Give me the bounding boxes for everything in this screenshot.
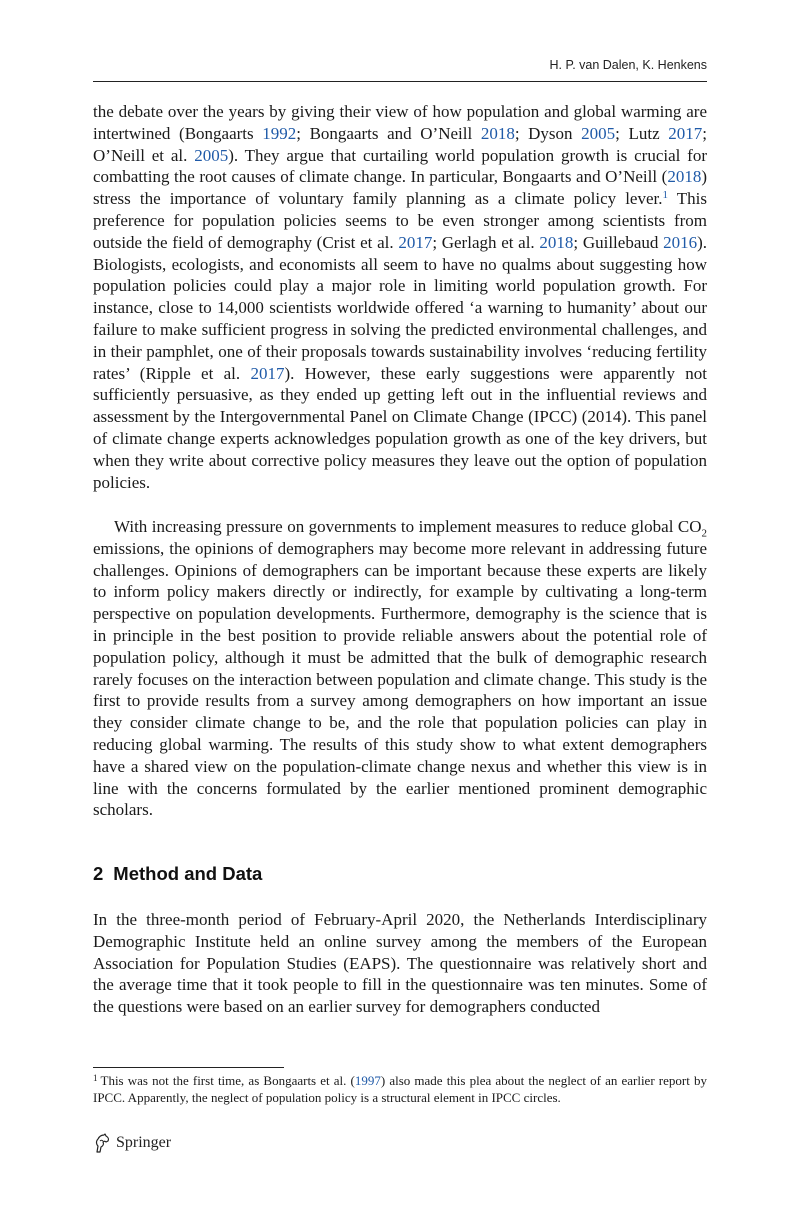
text-run: ). Biologists, ecologists, and economists all seem to have no qualms about suggesting how population policies could play a major role in limiting world population growth. For instance, close to 14,000 scientists worldwide offered ‘a warning to humanity’ about our failure to make sufficient progress in solving the predicted environmental challenges, and in their pamphlet, one of their proposals towards sustainability involves ‘reducing fertility rates’ (Ripple et al. [93,232,707,383]
subscript-2: 2 [701,527,707,540]
citation-link[interactable]: 1997 [354,1073,381,1088]
text-run: ; Lutz [615,123,669,143]
text-run: ) stress the importance of voluntary family planning as a climate policy lever. [93,167,707,209]
text-run: ). However, these early suggestions were apparently not sufficiently persuasive, as they ended up getting left out in the influential reviews and assessment by the Intergovernmental Panel on Climate Change (IPCC) (2014). This panel of climate change experts acknowledges population growth as one of the key drivers, but when they write about corrective policy measures they leave out the option of population policies. [93,363,707,492]
text-run: ). They argue that curtailing world population growth is crucial for combatting the root causes of climate change. In particular, Bongaarts and O’Neill ( [93,145,708,187]
text-run: ) also made this plea about the neglect of an earlier report by IPCC. Apparently, the neglect of population policy is a structural element in IPCC circles. [93,1073,707,1105]
footnote [93,1072,707,1106]
citation-link[interactable]: 2017 [668,123,703,143]
header-rule [93,81,707,82]
footnote-rule [93,1067,284,1068]
text-run: ; Guillebaud [573,232,664,252]
footnote-number: 1 [93,1073,98,1083]
section-number: 2 [93,863,104,884]
section-heading [93,863,262,885]
text-run: ; O’Neill et al. [93,123,707,165]
citation-link[interactable]: 2005 [581,123,616,143]
paragraph-3 [93,909,707,1018]
publisher-name: Springer [116,1134,172,1151]
publisher-logo [93,1133,171,1153]
text-run: ; Dyson [514,123,582,143]
footnote-marker[interactable]: 1 [662,189,668,202]
citation-link[interactable]: 2016 [663,232,698,252]
paragraph-1 [93,101,707,493]
citation-link[interactable]: 2005 [194,145,229,165]
citation-link[interactable]: 2017 [250,363,285,383]
text-run: the debate over the years by giving their view of how population and global warming are intertwined (Bongaarts [93,102,707,143]
citation-link[interactable]: 2018 [667,167,702,187]
paragraph-3-text: In the three-month period of February-April 2020, the Netherlands Interdisciplinary Demographic Institute held an online survey among the members of the European Association for Population Studies (EAPS). The questionnaire was relatively short and the average time that it took people to fill in the questionnaire was ten minutes. Some of the questions were based on an earlier survey for demographers conducted [93,910,707,1017]
paragraph-2 [93,516,707,821]
text-run: This was not the first time, as Bongaarts et al. ( [100,1073,355,1088]
citation-link[interactable]: 1992 [262,123,297,143]
running-header: H. P. van Dalen, K. Henkens [549,58,707,72]
citation-link[interactable]: 2018 [480,123,515,143]
text-run: emissions, the opinions of demographers may become more relevant in addressing future challenges. Opinions of demographers can be important because these experts are likely to inform policy makers directly or indirectly, for example by cultivating a long-term perspective on population developments. Furthermore, demography is the science that is in principle in the best position to provide reliable answers about the potential role of population policy, although it must be admitted that the bulk of demographic research rarely focuses on the interaction between population and climate change. This study is the first to provide results from a survey among demographers on how important an issue they consider climate change to be, and the role that population policies can play in reducing global warming. The results of this study show to what extent demographers have a shared view on the population-climate change nexus and whether this view is in line with the concerns formulated by the earlier mentioned prominent demographic scholars. [93,538,707,820]
citation-link[interactable]: 2017 [398,232,433,252]
section-title: Method and Data [113,863,263,884]
springer-horse-icon [93,1133,111,1153]
text-run: ; Bongaarts and O’Neill [296,123,481,143]
text-run: ; Gerlagh et al. [432,232,540,252]
citation-link[interactable]: 2018 [539,232,574,252]
text-run: With increasing pressure on governments to implement measures to reduce global CO [114,517,702,536]
text-run: This preference for population policies seems to be even stronger among scientists from outside the field of demography (Crist et al. [93,189,707,252]
